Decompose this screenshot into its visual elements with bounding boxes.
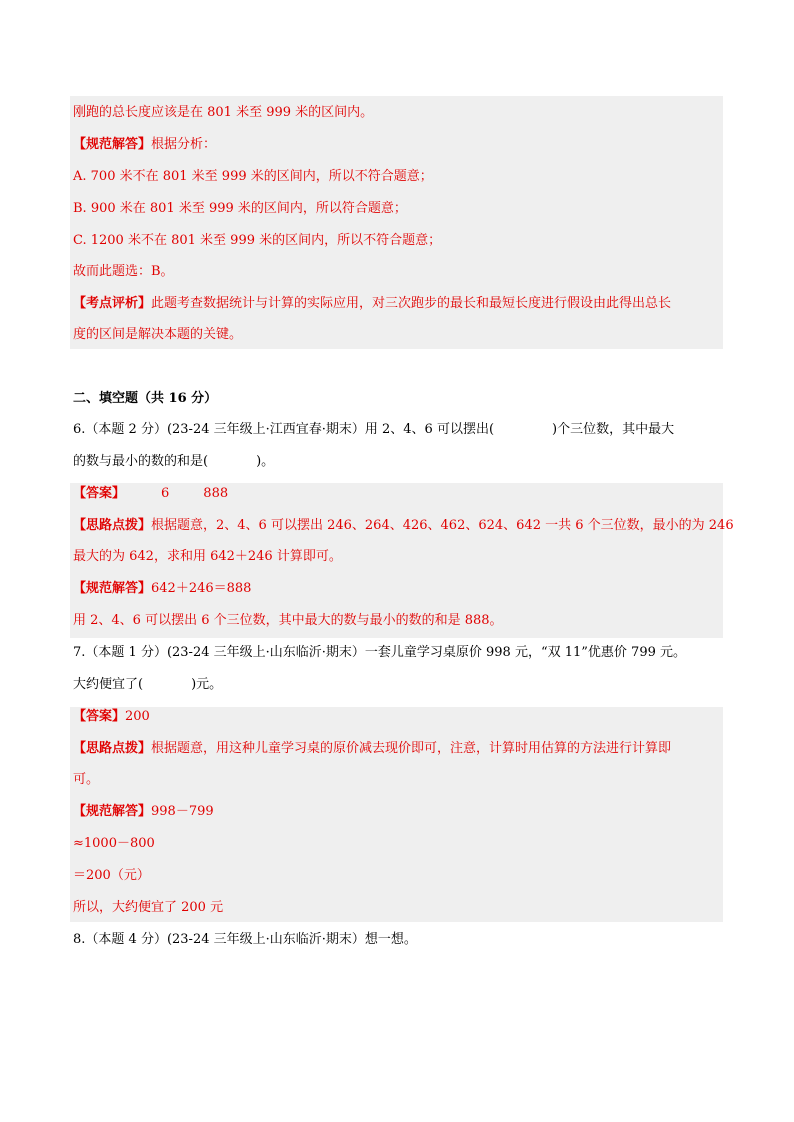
q7-solution-text: 998－799 [151, 804, 214, 819]
q6-stem-c: 的数与最小的数的和是( [73, 454, 209, 469]
option-b-line: B. 900 米在 801 米至 999 米的区间内，所以符合题意； [73, 201, 407, 216]
q7-answer: 200 [125, 709, 150, 724]
q6-hint-line-2: 最大的为 642，求和用 642＋246 计算即可。 [73, 549, 342, 564]
option-a-line: A. 700 米不在 801 米至 999 米的区间内，所以不符合题意； [73, 169, 433, 184]
q6-answer-tag: 【答案】 [73, 486, 126, 501]
q6-hint-text-1: 根据题意，2、4、6 可以摆出 246、264、426、462、624、642 一共 6 个三位数，最小的为 246 [151, 518, 734, 533]
q6-hint-line-1 [73, 516, 734, 536]
solution-line [73, 135, 216, 155]
q6-final-line: 用 2、4、6 可以摆出 6 个三位数，其中最大的数与最小的数的和是 888。 [73, 613, 503, 628]
q7-stem-line-1: 7.（本题 1 分）(23-24 三年级上·山东临沂·期末）一套儿童学习桌原价 998 元，“双 11”优惠价 799 元。 [73, 645, 687, 660]
q6-stem-d: )。 [256, 454, 275, 469]
q7-answer-line [73, 707, 150, 727]
section-title: 二、填空题（共 16 分） [73, 391, 218, 406]
q7-answer-tag: 【答案】 [73, 709, 126, 724]
q6-stem-b: )个三位数，其中最大 [552, 422, 675, 437]
q7-step-2: ＝200（元） [73, 868, 150, 883]
solution-text: 根据分析： [151, 137, 217, 152]
q6-answer-2: 888 [203, 486, 229, 501]
q8-stem-line: 8.（本题 4 分）(23-24 三年级上·山东临沂·期末）想一想。 [73, 932, 417, 947]
q6-answer-1: 6 [161, 486, 170, 501]
q6-stem-line-1 [73, 420, 674, 440]
q6-hint-tag: 【思路点拨】 [73, 518, 152, 533]
review-line-2: 度的区间是解决本题的关键。 [73, 327, 243, 342]
review-line-1 [73, 294, 671, 314]
option-c-line: C. 1200 米不在 801 米至 999 米的区间内，所以不符合题意； [73, 233, 442, 248]
q7-final-line: 所以，大约便宜了 200 元 [73, 900, 224, 915]
q6-solution-tag: 【规范解答】 [73, 581, 152, 596]
q7-step-1: ≈1000－800 [73, 836, 155, 851]
q7-stem-b: 大约便宜了( [73, 677, 144, 692]
q7-stem-c: )元。 [191, 677, 223, 692]
q6-stem-a: 6.（本题 2 分）(23-24 三年级上·江西宜春·期末）用 2、4、6 可以摆出( [73, 422, 495, 437]
q7-solution-tag: 【规范解答】 [73, 804, 152, 819]
q6-solution-text: 642＋246＝888 [151, 581, 252, 596]
q7-solution-line [73, 802, 214, 822]
q7-hint-text-1: 根据题意，用这种儿童学习桌的原价减去现价即可，注意，计算时用估算的方法进行计算即 [151, 741, 672, 756]
solution-tag: 【规范解答】 [73, 137, 152, 152]
q6-answer-line [73, 484, 228, 504]
q7-hint-tag: 【思路点拨】 [73, 741, 152, 756]
q7-hint-line-2: 可。 [73, 772, 100, 787]
q6-stem-line-2 [73, 452, 274, 472]
conclusion-line: 故而此题选：B。 [73, 264, 174, 279]
q7-stem-line-2 [73, 675, 222, 695]
review-text-1: 此题考查数据统计与计算的实际应用，对三次跑步的最长和最短长度进行假设由此得出总长 [151, 296, 672, 311]
q6-solution-line [73, 579, 251, 599]
q7-hint-line-1 [73, 739, 671, 759]
analysis-line: 刚跑的总长度应该是在 801 米至 999 米的区间内。 [73, 105, 374, 120]
review-tag: 【考点评析】 [73, 296, 152, 311]
